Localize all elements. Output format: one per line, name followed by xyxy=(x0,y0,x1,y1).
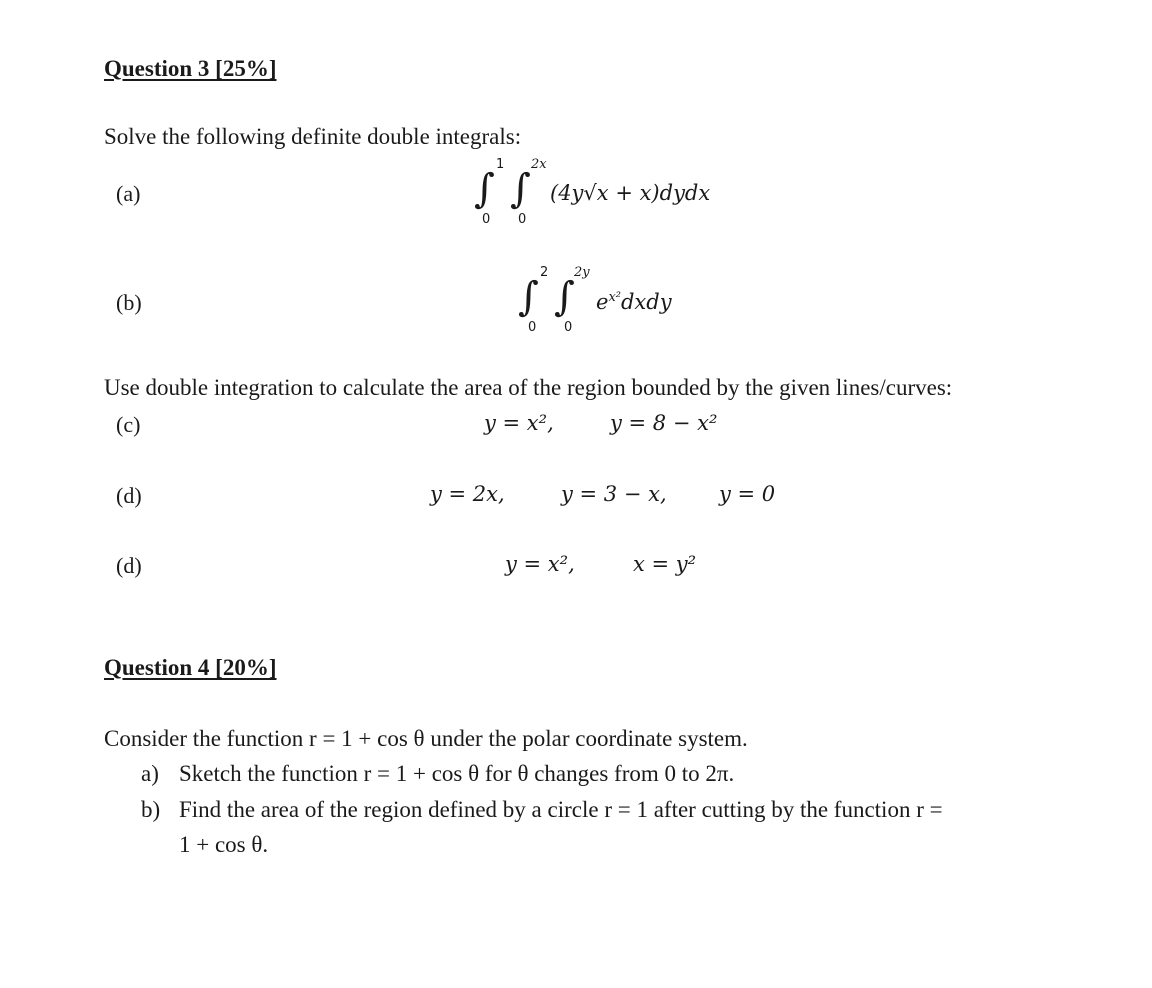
q3a-label: (a) xyxy=(116,181,141,206)
q4-intro: Consider the function r = 1 + cos θ under the polar coordinate system. xyxy=(104,726,748,751)
outer-integral-sign: ∫ xyxy=(474,166,495,212)
inner-integral-sign: ∫ xyxy=(554,274,575,320)
q4a-marker: a) xyxy=(141,761,159,786)
q3d1-eq3: y = 0 xyxy=(719,482,776,506)
q3b-integral xyxy=(512,266,732,341)
q3b-label: (b) xyxy=(116,290,142,315)
q3-heading: Question 3 [25%] xyxy=(104,56,277,81)
q3d2-label: (d) xyxy=(116,553,142,578)
outer-lower-limit: 0 xyxy=(528,320,537,335)
q3d1-label: (d) xyxy=(116,483,142,508)
inner-upper-limit: 2x xyxy=(531,157,547,172)
outer-integral-sign: ∫ xyxy=(518,274,539,320)
q3c-eq2: y = 8 − x² xyxy=(610,411,718,435)
inner-upper-limit: 2y xyxy=(574,265,590,280)
outer-upper-limit: 1 xyxy=(496,157,505,172)
q3-intro: Solve the following definite double integrals: xyxy=(104,124,522,149)
area-intro: Use double integration to calculate the area of the region bounded by the given lines/curves: xyxy=(104,375,953,400)
q3d2-eq1: y = x², xyxy=(505,552,575,576)
integrand-a: (4y√x + x)dydx xyxy=(550,181,711,205)
outer-upper-limit: 2 xyxy=(540,265,549,280)
base: e xyxy=(596,290,609,314)
q3d2-eq2: x = y² xyxy=(633,552,697,576)
integrand-b xyxy=(596,290,672,314)
q3d1-eq1: y = 2x, xyxy=(430,482,505,506)
inner-lower-limit: 0 xyxy=(564,320,573,335)
q3d1-eq2: y = 3 − x, xyxy=(561,482,667,506)
q3a-integral xyxy=(468,158,768,233)
q4-heading: Question 4 [20%] xyxy=(104,655,277,680)
q3c-label: (c) xyxy=(116,412,141,437)
exponent: x² xyxy=(608,290,621,305)
q4a-text: Sketch the function r = 1 + cos θ for θ changes from 0 to 2π. xyxy=(179,761,735,786)
inner-integral-sign: ∫ xyxy=(510,166,531,212)
outer-lower-limit: 0 xyxy=(482,212,491,227)
q4b-continuation: 1 + cos θ. xyxy=(179,832,269,857)
differential: dxdy xyxy=(620,290,672,314)
inner-lower-limit: 0 xyxy=(518,212,527,227)
q4b-text: Find the area of the region defined by a circle r = 1 after cutting by the function r = xyxy=(179,797,943,822)
q4b-marker: b) xyxy=(141,797,161,822)
q3c-eq1: y = x², xyxy=(484,411,554,435)
